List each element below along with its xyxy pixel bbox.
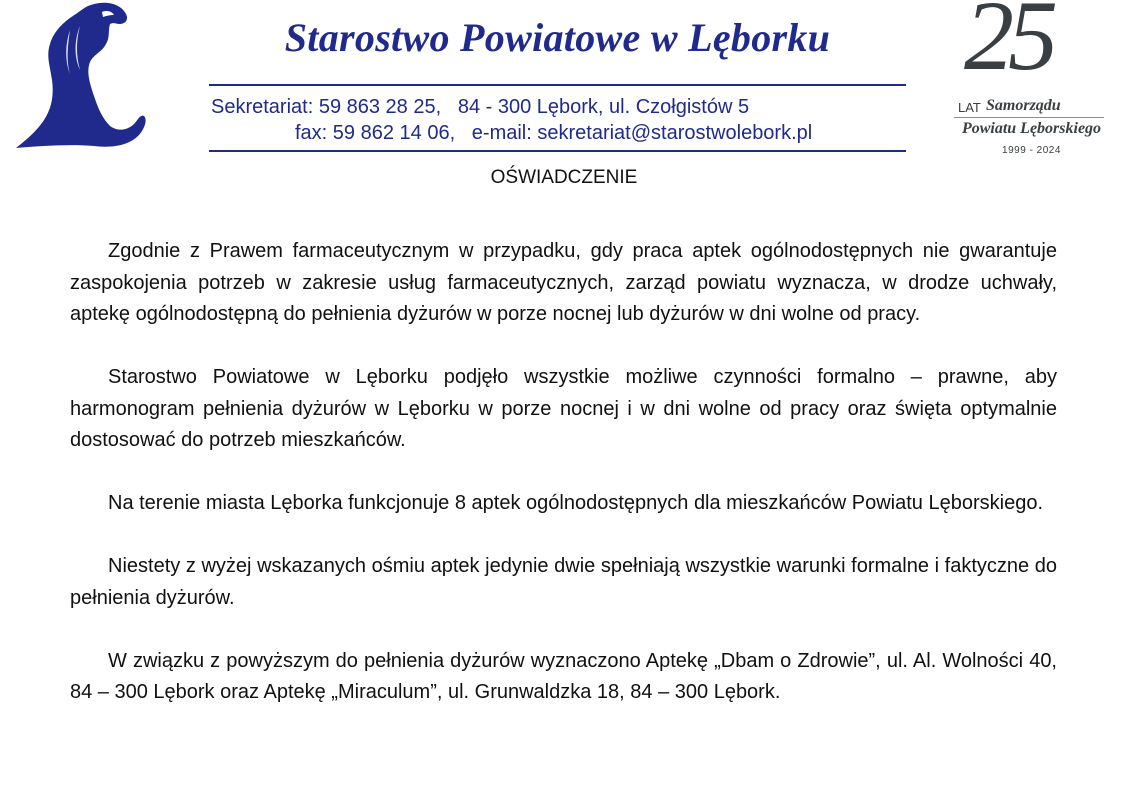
paragraph: W związku z powyższym do pełnienia dyżurów wyznaczono Aptekę „Dbam o Zdrowie”, ul. Al. Wolności 40, 84 – 300 Lębork oraz Aptekę „Miraculum”, ul. Grunwaldzka 18, 84 – 300 Lębork.: [70, 649, 1057, 703]
header-divider-top: [209, 84, 906, 86]
anniversary-years: 1999 - 2024: [1002, 145, 1061, 156]
header-divider-bottom: [209, 150, 906, 152]
anniversary-number: 25: [964, 0, 1052, 91]
paragraph: Na terenie miasta Lęborka funkcjonuje 8 aptek ogólnodostępnych dla mieszkańców Powiatu Lęborskiego.: [108, 492, 1044, 514]
anniversary-powiatu-label: Powiatu Lęborskiego: [961, 120, 1102, 137]
paragraph: Zgodnie z Prawem farmaceutycznym w przypadku, gdy praca aptek ogólnodostępnych nie gwarantuje zaspokojenia potrzeb w zakresie usług farmaceutycznych, zarząd powiatu wyznacza, w drodze uchwały, aptekę ogólnodostępną do pełnienia dyżurów w porze nocnej lub dyżurów w dni wolne od pracy.: [70, 240, 1057, 325]
contact-line-phone-address: Sekretariat: 59 863 28 25, 84 - 300 Lębork, ul. Czołgistów 5: [211, 96, 750, 118]
paragraph: Niestety z wyżej wskazanych ośmiu aptek jedynie dwie spełniają wszystkie warunki formalne i faktyczne do pełnienia dyżurów.: [70, 555, 1057, 609]
paragraph: Starostwo Powiatowe w Lęborku podjęło wszystkie możliwe czynności formalno – prawne, aby harmonogram pełnienia dyżurów w Lęborku w porze nocnej i w dni wolne od pracy oraz święta optymalnie dostosować do potrzeb mieszkańców.: [70, 366, 1057, 451]
document-title: OŚWIADCZENIE: [490, 167, 638, 188]
lion-logo-icon: [10, 0, 150, 152]
anniversary-badge: [948, 0, 1113, 165]
contact-line-fax-email: fax: 59 862 14 06, e-mail: sekretariat@starostwolebork.pl: [295, 122, 813, 144]
document-body: [70, 236, 1057, 740]
anniversary-divider: [954, 117, 1104, 118]
anniversary-lat-label: LAT: [958, 100, 981, 115]
anniversary-samorzadu-label: Samorządu: [986, 97, 1061, 114]
header-title: Starostwo Powiatowe w Lęborku: [284, 15, 831, 60]
